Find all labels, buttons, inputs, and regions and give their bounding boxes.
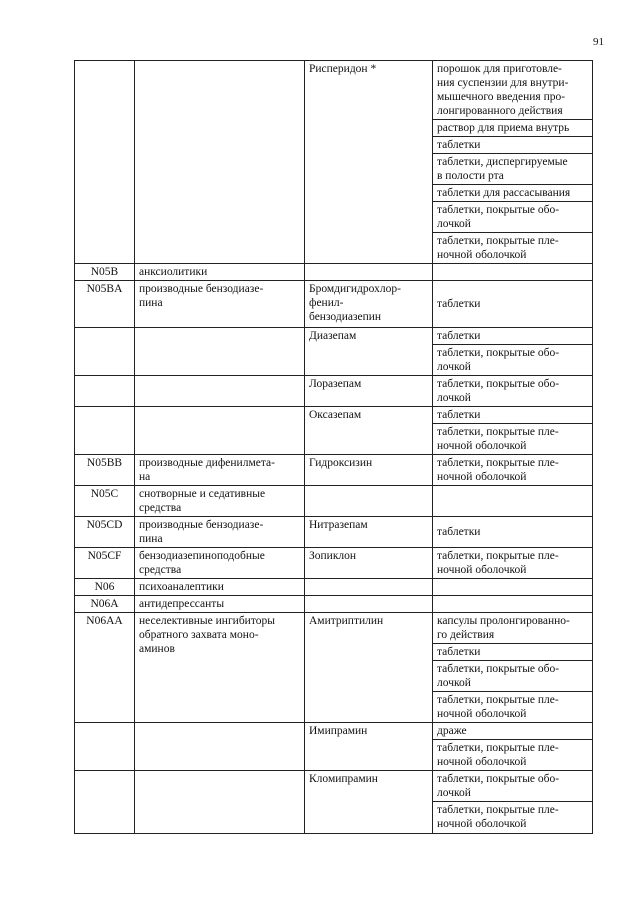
atc-code-cell (75, 61, 135, 264)
atc-code-cell (75, 407, 135, 455)
dosage-form: таблетки, покрытые пле- ночной оболочкой (437, 694, 559, 720)
table-row (75, 613, 593, 723)
table-row (75, 596, 593, 613)
drug-name-cell (305, 264, 433, 281)
group-cell: антидепрессанты (135, 596, 305, 613)
dosage-form: таблетки (433, 644, 592, 661)
atc-code-cell: N05CF (75, 548, 135, 579)
table-row (75, 455, 593, 486)
table-row (75, 548, 593, 579)
dosage-form: таблетки, покрытые обо- лочкой (433, 202, 592, 233)
drug-name-cell: Диазепам (305, 328, 433, 376)
table-row (75, 771, 593, 834)
table-row (75, 61, 593, 264)
drug-name-cell: Рисперидон * (305, 61, 433, 264)
dosage-form: драже (433, 723, 592, 740)
group-cell: неселективные ингибиторы обратного захвата моно- аминов (135, 613, 305, 723)
atc-code-cell (75, 723, 135, 771)
drug-name-cell: Имипрамин (305, 723, 433, 771)
drug-name-cell: Зопиклон (305, 548, 433, 579)
group-cell: производные бензодиазе- пина (135, 517, 305, 548)
dosage-form: таблетки, покрытые обо- лочкой (433, 661, 592, 692)
drug-name-cell (305, 596, 433, 613)
table-row (75, 486, 593, 517)
dosage-forms-cell (433, 613, 593, 723)
group-cell: анксиолитики (135, 264, 305, 281)
dosage-forms-cell (433, 61, 593, 264)
dosage-forms-cell (433, 407, 593, 455)
table-row (75, 264, 593, 281)
table-row (75, 281, 593, 328)
drug-classification-table (74, 60, 593, 834)
table-row (75, 579, 593, 596)
atc-code-cell (75, 328, 135, 376)
page-number: 91 (593, 36, 604, 48)
dosage-form: капсулы пролонгированно- го действия (433, 613, 592, 644)
dosage-form-cell: таблетки, покрытые пле- ночной оболочкой (433, 548, 593, 579)
dosage-forms-cell (433, 771, 593, 834)
group-cell: производные дифенилмета- на (135, 455, 305, 486)
dosage-form: таблетки (433, 328, 592, 345)
dosage-form-cell (433, 264, 593, 281)
atc-code-cell: N06 (75, 579, 135, 596)
dosage-form: таблетки (433, 407, 592, 424)
dosage-form-cell (433, 486, 593, 517)
drug-name-cell: Нитразепам (305, 517, 433, 548)
atc-code-cell: N05BA (75, 281, 135, 328)
drug-name-cell: Оксазепам (305, 407, 433, 455)
atc-code-cell: N06AA (75, 613, 135, 723)
dosage-form-cell (433, 596, 593, 613)
dosage-form-cell: таблетки (433, 281, 593, 328)
dosage-form-cell (433, 579, 593, 596)
drug-name-cell: Бромдигидрохлор- фенил- бензодиазепин (305, 281, 433, 328)
group-cell: бензодиазепиноподобные средства (135, 548, 305, 579)
drug-name-cell: Гидроксизин (305, 455, 433, 486)
table-row (75, 517, 593, 548)
dosage-form: таблетки, диспергируемые в полости рта (433, 154, 592, 185)
dosage-forms-cell (433, 328, 593, 376)
dosage-form-cell: таблетки, покрытые обо- лочкой (433, 376, 593, 407)
group-cell: снотворные и седативные средства (135, 486, 305, 517)
table-row (75, 328, 593, 376)
atc-code-cell (75, 771, 135, 834)
dosage-form-cell: таблетки (433, 517, 593, 548)
table-row (75, 723, 593, 771)
dosage-form: таблетки, покрытые пле- ночной оболочкой (437, 235, 559, 261)
dosage-form: таблетки, покрытые пле- ночной оболочкой (437, 742, 559, 768)
group-cell (135, 61, 305, 264)
group-cell: производные бензодиазе- пина (135, 281, 305, 328)
table-row (75, 407, 593, 455)
group-cell (135, 376, 305, 407)
dosage-form: таблетки, покрытые пле- ночной оболочкой (437, 804, 559, 830)
drug-name-cell (305, 486, 433, 517)
group-cell (135, 723, 305, 771)
dosage-form: таблетки, покрытые пле- ночной оболочкой (437, 426, 559, 452)
atc-code-cell (75, 376, 135, 407)
drug-name-cell: Амитриптилин (305, 613, 433, 723)
dosage-form: таблетки для рассасывания (433, 185, 592, 202)
group-cell: психоаналептики (135, 579, 305, 596)
drug-name-cell (305, 579, 433, 596)
atc-code-cell: N05C (75, 486, 135, 517)
atc-code-cell: N05B (75, 264, 135, 281)
atc-code-cell: N06A (75, 596, 135, 613)
atc-code-cell: N05BB (75, 455, 135, 486)
group-cell (135, 328, 305, 376)
dosage-form-cell: таблетки, покрытые пле- ночной оболочкой (433, 455, 593, 486)
drug-name-cell: Лоразепам (305, 376, 433, 407)
dosage-form: таблетки, покрытые обо- лочкой (437, 347, 560, 373)
dosage-form: раствор для приема внутрь (433, 120, 592, 137)
dosage-form: таблетки, покрытые обо- лочкой (433, 771, 592, 802)
atc-code-cell: N05CD (75, 517, 135, 548)
drug-name-cell: Кломипрамин (305, 771, 433, 834)
group-cell (135, 407, 305, 455)
dosage-form: порошок для приготовле- ния суспензии для внутри- мышечного введения про- лонгированного действия (433, 61, 592, 120)
table-row (75, 376, 593, 407)
dosage-forms-cell (433, 723, 593, 771)
group-cell (135, 771, 305, 834)
dosage-form: таблетки (433, 137, 592, 154)
